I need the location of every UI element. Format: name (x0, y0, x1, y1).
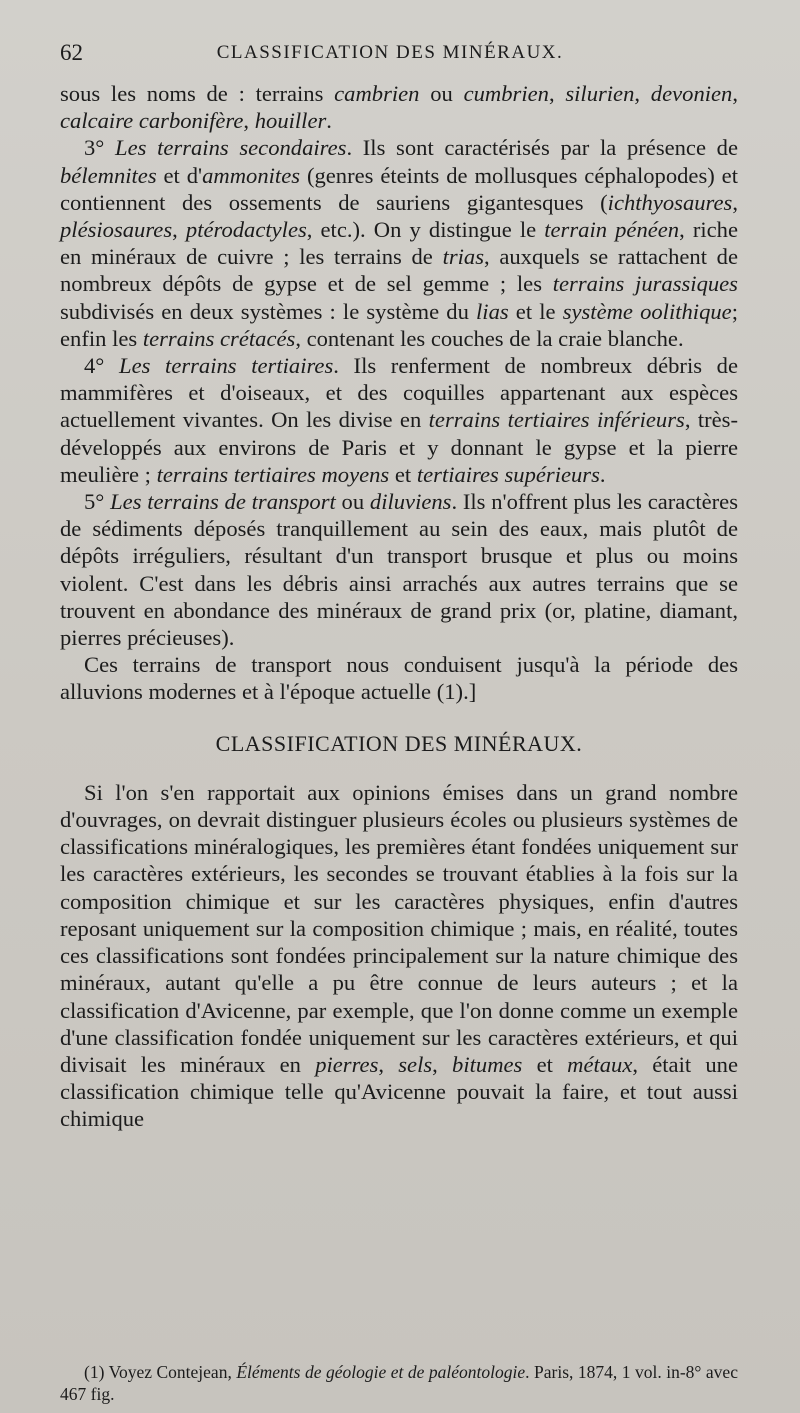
paragraph-terrains-tertiaires: 4° Les terrains tertiaires. Ils renferment de nombreux débris de mammifères et d'oiseaux, et des coquilles appartenant aux espèces actuellement vivantes. On les divise en terrains tertiaires inférieurs, très-développés aux environs de Paris et y donnant le gypse et la pierre meulière ; terrains tertiaires moyens et tertiaires supérieurs. (60, 353, 738, 487)
paragraph-classification: Si l'on s'en rapportait aux opinions émises dans un grand nombre d'ouvrages, on devrait distinguer plusieurs écoles ou plusieurs systèmes de classifications minéralogiques, les premières étant fondées uniquement sur les caractères extérieurs, les secondes se trouvant établies à la fois sur la composition chimique et sur les caractères physiques, enfin d'autres reposant uniquement sur la composition chimique ; mais, en réalité, toutes ces classifications sont fondées principalement sur la nature chimique des minéraux, autant qu'elle a pu être connue de leurs auteurs ; et la classification d'Avicenne, par exemple, que l'on donne comme un exemple d'une classification fondée uniquement sur les caractères extérieurs, et qui divisait les minéraux en pierres, sels, bitumes et métaux, était une classification chimique telle qu'Avicenne pouvait la faire, et tout aussi chimique (60, 779, 738, 1132)
page-header (60, 40, 720, 70)
paragraph-terrains-primaires-end: sous les noms de : terrains cambrien ou cumbrien, silurien, devonien, calcaire carbonifère, houiller. (60, 81, 739, 134)
running-title: CLASSIFICATION DES MINÉRAUX. (216, 42, 564, 63)
footnote: (1) Voyez Contejean, Éléments de géologie et de paléontologie. Paris, 1874, 1 vol. in-8° avec 467 fig. (60, 1362, 738, 1404)
main-text (60, 80, 738, 1133)
paragraph-alluvions: Ces terrains de transport nous conduisent jusqu'à la période des alluvions modernes et à l'époque actuelle (1).] (60, 652, 738, 705)
page-number: 62 (60, 40, 83, 65)
section-heading: CLASSIFICATION DES MINÉRAUX. (215, 730, 583, 756)
paragraph-terrains-secondaires: 3° Les terrains secondaires. Ils sont caractérisés par la présence de bélemnites et d'ammonites (genres éteints de mollusques céphalopodes) et contiennent des ossements de sauriens gigantesques (ichthyosaures, plésiosaures, ptérodactyles, etc.). On y distingue le terrain pénéen, riche en minéraux de cuivre ; les terrains de trias, auxquels se rattachent de nombreux dépôts de gypse et de sel gemme ; les terrains jurassiques subdivisés en deux systèmes : le système du lias et le système oolithique; enfin les terrains crétacés, contenant les couches de la craie blanche. (60, 135, 739, 351)
paragraph-terrains-de-transport: 5° Les terrains de transport ou diluviens. Ils n'offrent plus les caractères de sédiments déposés tranquillement au sein des eaux, mais plutôt de dépôts irréguliers, résultant d'un transport brusque et plus ou moins violent. C'est dans les débris ainsi arrachés aux autres terrains que se trouvent en abondance des minéraux de grand prix (or, platine, diamant, pierres précieuses). (60, 489, 738, 651)
